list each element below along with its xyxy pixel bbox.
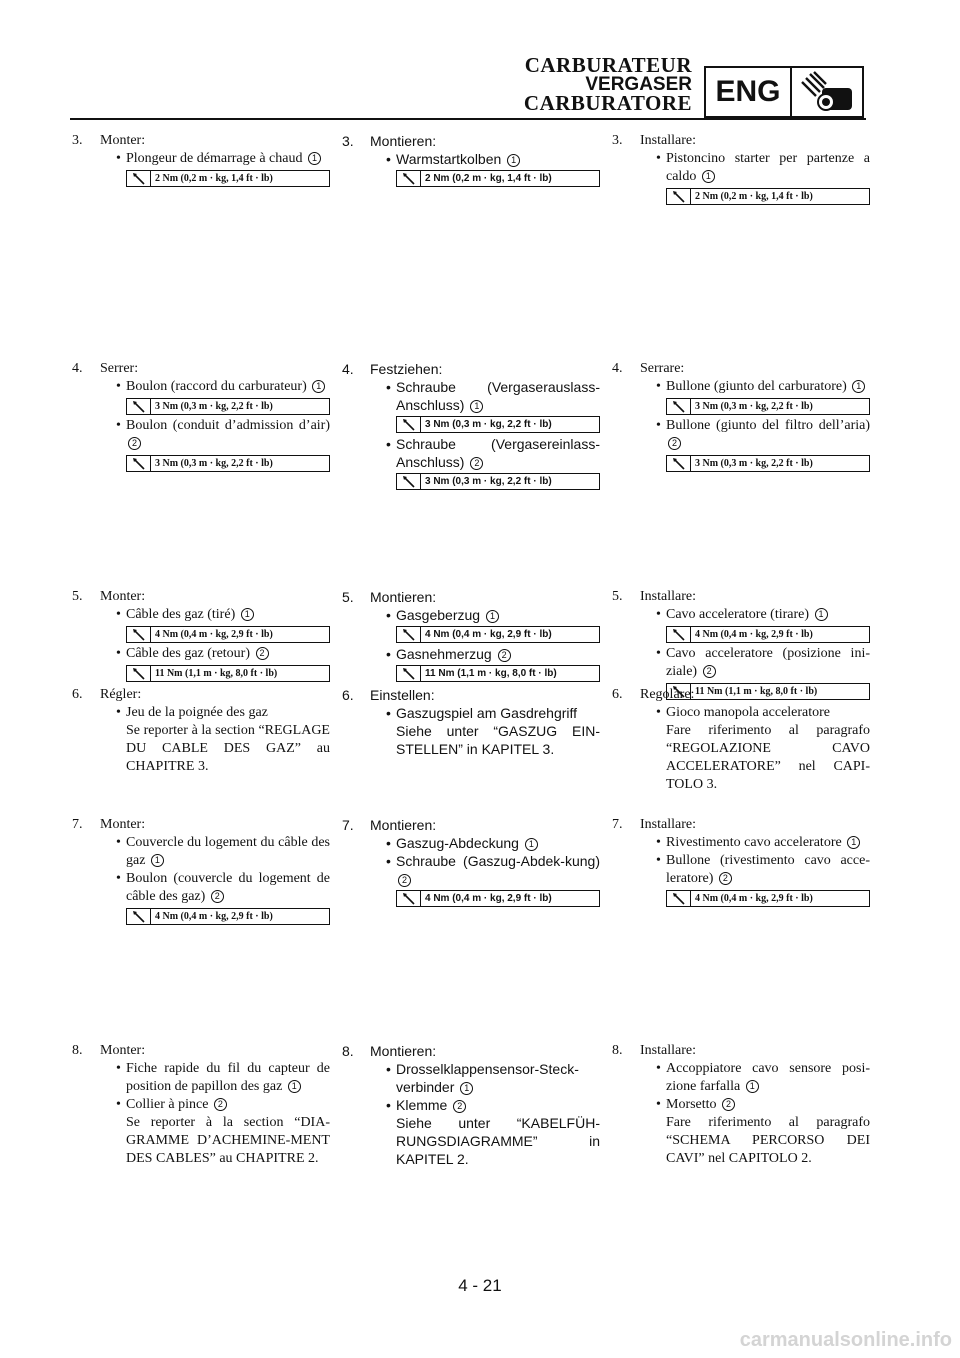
step-title-text: Monter: [100,817,146,832]
header-titles [523,53,692,115]
bullet-dot-icon: • [656,151,661,166]
section-badge-label: ENG [706,68,792,116]
torque-value: 4 Nm (0,4 m · kg, 2,9 ft · lb) [695,628,813,640]
bullet-text: Bullone (giunto del filtro dell’aria) [666,418,870,433]
bullet-dot-icon: • [116,607,121,622]
reference-note: Se reporter à la section “REGLAGE DU CABLE DES GAZ” au CHAPITRE 3. [126,723,330,774]
torque-value: 3 Nm (0,3 m · kg, 2,2 ft · lb) [155,457,273,469]
step-title-text: Festziehen: [370,361,443,377]
bullet-item [72,150,330,168]
torque-value: 2 Nm (0,2 m · kg, 1,4 ft · lb) [155,172,273,184]
reference-note: Siehe unter “GASZUG EIN-STELLEN” in KAPITEL 3. [396,723,600,757]
step-block [342,132,600,189]
bullet-dot-icon: • [116,1061,121,1076]
part-reference: 1 [702,170,715,183]
bullet-dot-icon: • [386,607,391,623]
part-reference: 2 [668,437,681,450]
bullet-text: Collier à pince [126,1097,209,1112]
bullet-dot-icon: • [386,835,391,851]
step-title-text: Montieren: [370,589,437,605]
torque-wrench-icon [127,171,151,186]
step-number: 6. [342,687,354,703]
step-block [72,360,330,474]
torque-spec [126,455,330,472]
step-number: 4. [342,361,354,377]
step-block [612,816,870,909]
part-reference: 1 [460,1082,473,1095]
bullet-text: Gaszug-Abdeckung [396,835,519,851]
step-number: 5. [342,589,354,605]
page-number: 4 - 21 [458,1276,502,1295]
bullet-item [342,1096,600,1114]
step-title-text: Installare: [640,133,696,148]
title-de: VERGASER [585,74,692,95]
torque-spec [126,626,330,643]
torque-wrench-icon [397,474,421,489]
part-reference: 1 [852,380,865,393]
bullet-text: Jeu de la poignée des gaz [126,705,268,720]
torque-value: 4 Nm (0,4 m · kg, 2,9 ft · lb) [155,910,273,922]
bullet-dot-icon: • [116,871,121,886]
bullet-dot-icon: • [386,1061,391,1077]
part-reference: 2 [256,647,269,660]
step-heading [342,360,600,378]
torque-spec [126,665,330,682]
bullet-item [72,645,330,663]
step-heading [612,132,870,150]
step-number: 4. [612,361,623,376]
bullet-item [342,704,600,722]
bullet-dot-icon: • [656,607,661,622]
part-reference: 1 [815,608,828,621]
torque-spec [666,188,870,205]
section-badge [704,66,864,118]
reference-note: Fare riferimento al paragrafo “REGOLAZIONE CAVO ACCELERATORE” nel CAPI-TOLO 3. [666,723,870,792]
step-title-text: Montieren: [370,817,437,833]
step-number: 3. [72,133,83,148]
torque-spec [126,908,330,925]
bullet-item [72,417,330,453]
title-fr: CARBURATEUR [524,53,692,77]
bullet-dot-icon: • [656,853,661,868]
step-title-text: Installare: [640,589,696,604]
step-number: 6. [612,687,623,702]
header-rule [70,118,866,120]
bullet-text: Boulon (couvercle du logement de câble des gaz) [126,871,330,904]
step-block [612,686,870,794]
part-reference: 2 [703,665,716,678]
bullet-dot-icon: • [116,646,121,661]
bullet-text: Morsetto [666,1097,717,1112]
step-block [612,360,870,474]
step-number: 5. [612,589,623,604]
step-heading [612,588,870,606]
step-number: 3. [612,133,623,148]
bullet-text: Câble des gaz (tiré) [126,607,236,622]
bullet-dot-icon: • [656,646,661,661]
bullet-dot-icon: • [116,1097,121,1112]
bullet-item [72,606,330,624]
bullet-item [612,704,870,722]
reference-note: Siehe unter “KABELFÜH-RUNGSDIAGRAMME” in KAPITEL 2. [396,1115,600,1167]
step-number: 4. [72,361,83,376]
bullet-dot-icon: • [116,705,121,720]
bullet-dot-icon: • [386,853,391,869]
part-reference: 1 [151,854,164,867]
bullet-dot-icon: • [116,151,121,166]
torque-value: 3 Nm (0,3 m · kg, 2,2 ft · lb) [695,400,813,412]
part-reference: 1 [288,1080,301,1093]
bullet-text: Klemme [396,1097,448,1113]
torque-value: 2 Nm (0,2 m · kg, 1,4 ft · lb) [425,172,552,184]
step-block [342,1042,600,1168]
step-number: 7. [342,817,354,833]
step-number: 8. [72,1043,83,1058]
bullet-dot-icon: • [656,705,661,720]
torque-wrench-icon [127,666,151,681]
bullet-item [612,1096,870,1114]
bullet-item [342,1060,600,1096]
part-reference: 1 [507,154,520,167]
step-block [72,132,330,189]
step-heading [72,816,330,834]
torque-wrench-icon [667,189,691,204]
torque-value: 2 Nm (0,2 m · kg, 1,4 ft · lb) [695,190,813,202]
bullet-item [612,150,870,186]
torque-value: 3 Nm (0,3 m · kg, 2,2 ft · lb) [155,400,273,412]
watermark: carmanualsonline.info [739,1329,952,1351]
step-title-text: Montieren: [370,133,437,149]
step-title-text: Serrer: [100,361,139,376]
bullet-text: Gasgeberzug [396,607,481,623]
step-title-text: Monter: [100,1043,146,1058]
torque-spec [666,455,870,472]
bullet-dot-icon: • [386,1097,391,1113]
step-heading [342,686,600,704]
step-block [612,588,870,702]
step-block [612,1042,870,1168]
step-heading [612,360,870,378]
torque-wrench-icon [397,171,421,186]
bullet-text: Bullone (rivestimento cavo acce-leratore) [666,853,870,886]
bullet-item [612,852,870,888]
step-block [342,360,600,492]
step-number: 7. [612,817,623,832]
torque-spec [126,398,330,415]
bullet-dot-icon: • [386,379,391,395]
bullet-text: Warmstartkolben [396,151,502,167]
bullet-item [342,150,600,168]
step-heading [342,588,600,606]
bullet-text: Bullone (giunto del carburatore) [666,379,847,394]
step-block [72,588,330,684]
part-reference: 2 [211,890,224,903]
part-reference: 1 [525,838,538,851]
step-heading [72,132,330,150]
bullet-dot-icon: • [386,646,391,662]
step-heading [72,588,330,606]
torque-value: 4 Nm (0,4 m · kg, 2,9 ft · lb) [155,628,273,640]
bullet-dot-icon: • [656,1097,661,1112]
step-heading [342,132,600,150]
step-heading [612,816,870,834]
bullet-item [72,378,330,396]
torque-wrench-icon [127,627,151,642]
step-title-text: Monter: [100,133,146,148]
step-number: 5. [72,589,83,604]
torque-wrench-icon [667,891,691,906]
part-reference: 1 [847,836,860,849]
bullet-text: Câble des gaz (retour) [126,646,250,661]
part-reference: 2 [722,1098,735,1111]
torque-wrench-icon [127,909,151,924]
bullet-dot-icon: • [116,835,121,850]
bullet-item [72,1096,330,1114]
bullet-dot-icon: • [656,418,661,433]
step-block [72,686,330,776]
torque-wrench-icon [397,627,421,642]
bullet-text: Boulon (raccord du carburateur) [126,379,307,394]
step-number: 8. [612,1043,623,1058]
torque-value: 3 Nm (0,3 m · kg, 2,2 ft · lb) [425,418,552,430]
bullet-item [72,1060,330,1096]
step-number: 6. [72,687,83,702]
torque-value: 4 Nm (0,4 m · kg, 2,9 ft · lb) [425,892,552,904]
part-reference: 1 [486,610,499,623]
part-reference: 1 [308,152,321,165]
bullet-text: Drosselklappensensor-Steck-verbinder [396,1061,579,1095]
bullet-item [342,645,600,663]
torque-spec [126,170,330,187]
bullet-dot-icon: • [656,1061,661,1076]
step-title-text: Einstellen: [370,687,435,703]
bullet-text: Rivestimento cavo acceleratore [666,835,842,850]
step-heading [72,1042,330,1060]
torque-value: 3 Nm (0,3 m · kg, 2,2 ft · lb) [695,457,813,469]
torque-value: 11 Nm (1,1 m · kg, 8,0 ft · lb) [695,685,818,697]
step-block [72,1042,330,1168]
step-title-text: Monter: [100,589,146,604]
step-title-text: Installare: [640,1043,696,1058]
torque-spec [666,890,870,907]
bullet-item [612,378,870,396]
bullet-item [72,704,330,722]
bullet-text: Schraube (Vergaserauslass-Anschluss) [396,379,600,413]
part-reference: 2 [719,872,732,885]
part-reference: 1 [241,608,254,621]
part-reference: 2 [498,649,511,662]
bullet-text: Cavo acceleratore (tirare) [666,607,810,622]
step-heading [612,686,870,704]
bullet-item [342,852,600,888]
torque-wrench-icon [397,417,421,432]
bullet-text: Gaszugspiel am Gasdrehgriff [396,705,578,721]
part-reference: 1 [746,1080,759,1093]
torque-wrench-icon [667,399,691,414]
part-reference: 2 [398,874,411,887]
step-block [342,686,600,758]
step-title-text: Régler: [100,687,142,702]
torque-spec [396,416,600,433]
torque-value: 11 Nm (1,1 m · kg, 8,0 ft · lb) [425,667,557,679]
bullet-dot-icon: • [386,705,391,721]
bullet-text: Cavo acceleratore (posizione ini-ziale) [666,646,870,679]
torque-spec [396,665,600,682]
torque-spec [666,626,870,643]
torque-wrench-icon [667,456,691,471]
bullet-item [612,645,870,681]
bullet-dot-icon: • [116,418,121,433]
bullet-text: Gasnehmerzug [396,646,492,662]
bullet-text: Couvercle du logement du câble des gaz [126,835,330,868]
bullet-text: Fiche rapide du fil du capteur de position de papillon des gaz [126,1061,330,1094]
step-title-text: Installare: [640,817,696,832]
bullet-item [72,834,330,870]
bullet-text: Plongeur de démarrage à chaud [126,151,303,166]
part-reference: 1 [312,380,325,393]
torque-wrench-icon [397,666,421,681]
bullet-item [612,606,870,624]
step-title-text: Serrare: [640,361,685,376]
part-reference: 1 [470,400,483,413]
step-block [72,816,330,927]
step-title-text: Montieren: [370,1043,437,1059]
bullet-item [342,378,600,414]
step-number: 7. [72,817,83,832]
step-heading [342,1042,600,1060]
torque-wrench-icon [667,627,691,642]
bullet-item [342,834,600,852]
torque-spec [396,626,600,643]
torque-spec [396,890,600,907]
torque-wrench-icon [127,456,151,471]
step-block [342,816,600,909]
title-it: CARBURATORE [523,91,692,115]
torque-spec [396,473,600,490]
step-heading [342,816,600,834]
step-title-text: Regolare: [640,687,695,702]
bullet-item [72,870,330,906]
torque-spec [666,398,870,415]
bullet-item [342,435,600,471]
torque-value: 4 Nm (0,4 m · kg, 2,9 ft · lb) [425,628,552,640]
step-heading [72,686,330,704]
bullet-dot-icon: • [386,436,391,452]
torque-value: 11 Nm (1,1 m · kg, 8,0 ft · lb) [155,667,278,679]
part-reference: 2 [214,1098,227,1111]
reference-note: Se reporter à la section “DIA-GRAMME D’ACHEMINE-MENT DES CABLES” au CHAPITRE 2. [126,1115,330,1166]
bullet-text: Gioco manopola acceleratore [666,705,831,720]
step-number: 8. [342,1043,354,1059]
bullet-item [612,1060,870,1096]
part-reference: 2 [128,437,141,450]
part-reference: 2 [453,1100,466,1113]
torque-value: 4 Nm (0,4 m · kg, 2,9 ft · lb) [695,892,813,904]
bullet-dot-icon: • [656,379,661,394]
torque-wrench-icon [127,399,151,414]
step-heading [72,360,330,378]
bullet-text: Pistoncino starter per partenze a caldo [666,151,870,184]
torque-spec [396,170,600,187]
step-block [612,132,870,207]
bullet-text: Boulon (conduit d’admission d’air) [126,418,330,433]
bullet-text: Schraube (Vergasereinlass-Anschluss) [396,436,600,470]
bullet-item [342,606,600,624]
engine-piston-icon [792,68,862,116]
bullet-text: Accoppiatore cavo sensore posi-zione farfalla [666,1061,870,1094]
bullet-item [612,834,870,852]
bullet-dot-icon: • [116,379,121,394]
step-number: 3. [342,133,354,149]
bullet-text: Schraube (Gaszug-Abdek-kung) [396,853,600,869]
step-block [342,588,600,684]
torque-value: 3 Nm (0,3 m · kg, 2,2 ft · lb) [425,475,552,487]
step-heading [612,1042,870,1060]
reference-note: Fare riferimento al paragrafo “SCHEMA PERCORSO DEI CAVI” nel CAPITOLO 2. [666,1115,870,1166]
bullet-item [612,417,870,453]
bullet-dot-icon: • [386,151,391,167]
part-reference: 2 [470,457,483,470]
bullet-dot-icon: • [656,835,661,850]
torque-wrench-icon [397,891,421,906]
